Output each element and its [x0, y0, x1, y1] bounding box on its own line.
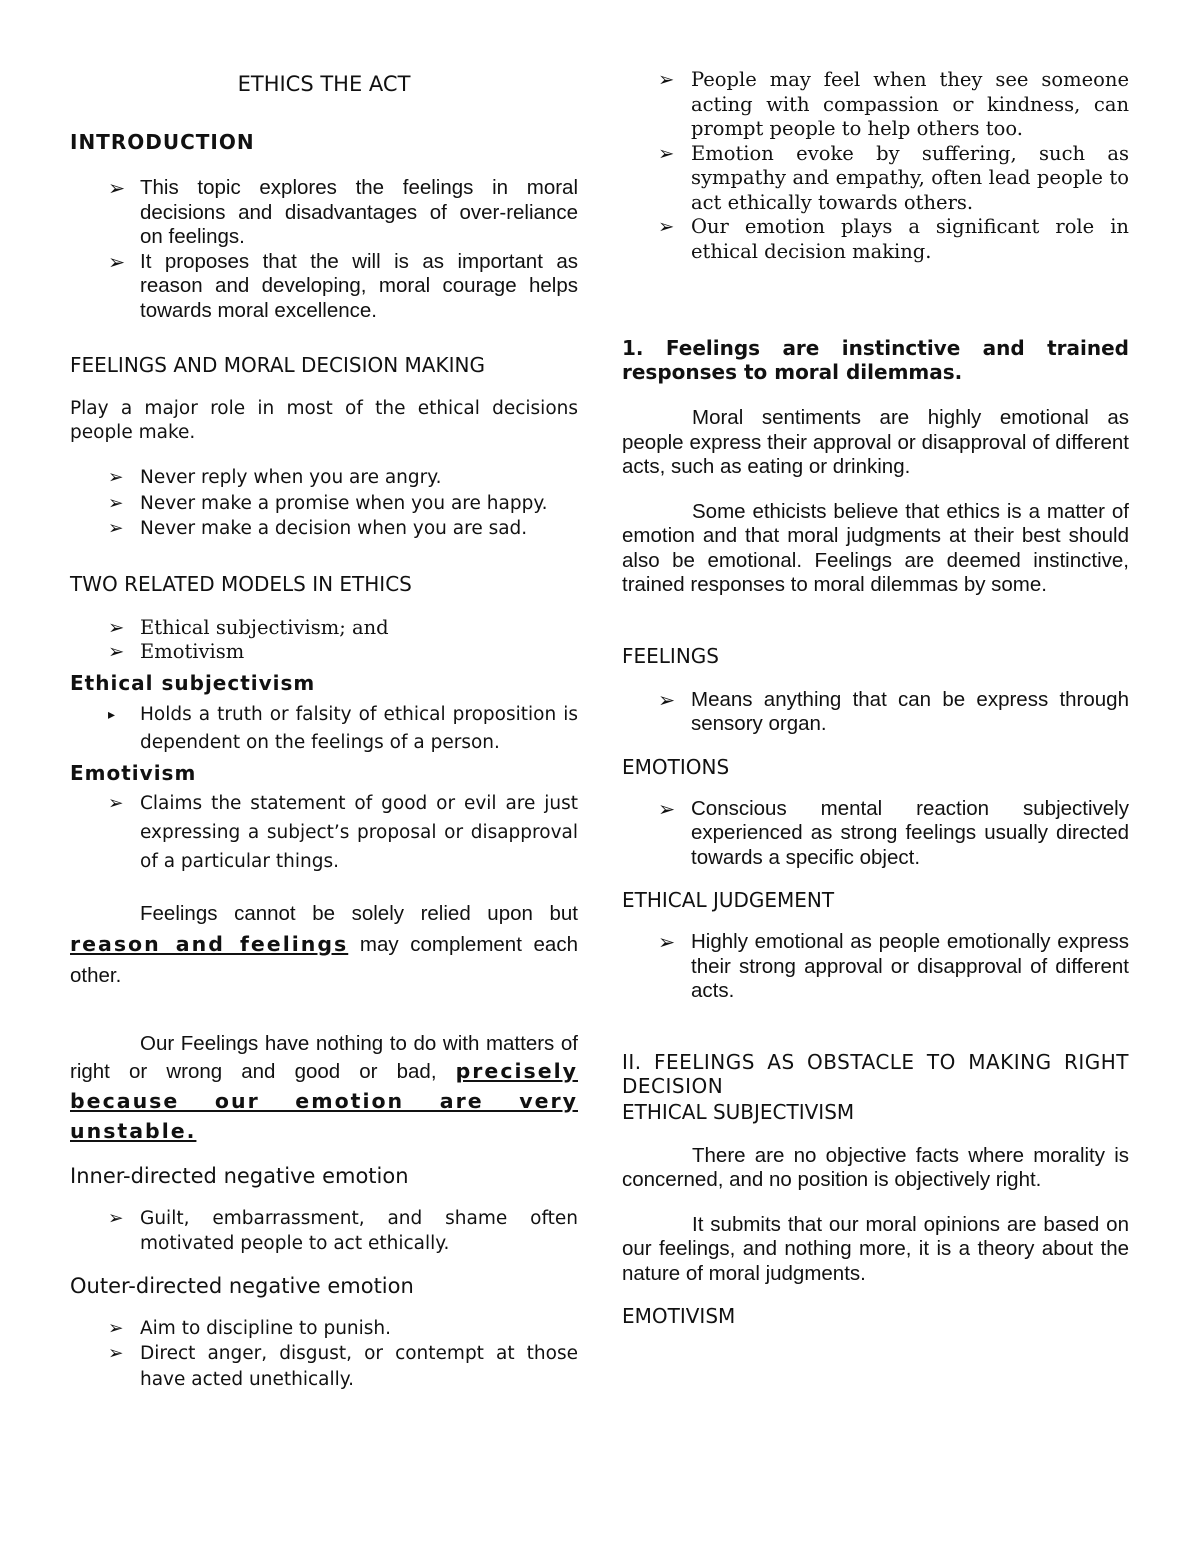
outer-directed-heading: Outer-directed negative emotion [70, 1273, 414, 1298]
list-item: ➢ Emotivism [108, 640, 245, 663]
feelings-unstable-paragraph: Our Feelings have nothing to do with matters of right or wrong and good or bad, precisely because our emotion are very unstable. [70, 1031, 578, 1143]
arrow-bullet-icon: ➢ [108, 249, 126, 274]
list-item: ▸ Holds a truth or falsity of ethical proposition is dependent on the feelings of a person. [70, 701, 578, 757]
arrow-bullet-icon: ➢ [108, 176, 126, 200]
list-item: ➢ Ethical subjectivism; and [108, 615, 389, 639]
ethical-subjectivism-right-heading: ETHICAL SUBJECTIVISM [622, 1099, 855, 1124]
arrow-bullet-icon: ➢ [108, 640, 125, 663]
ethical-judgement-heading: ETHICAL JUDGEMENT [622, 888, 835, 912]
list-item: ➢ Never make a promise when you are happy. [70, 491, 578, 517]
feelings-list [70, 465, 578, 542]
feelings-definition-list [622, 688, 1129, 737]
list-item: ➢ Direct anger, disgust, or contempt at those have acted unethically. [108, 1343, 578, 1390]
list-item: ➢ This topic explores the feelings in moral decisions and disadvantages of over-reliance on feelings. [108, 176, 578, 248]
list-item: ➢ Our emotion plays a significant role in ethical decision making. [658, 215, 1129, 263]
arrow-bullet-icon: ➢ [108, 518, 124, 539]
list-item: ➢ Highly emotional as people emotionally express their strong approval or disapproval of different acts. [658, 930, 1129, 1002]
list-item: ➢ Conscious mental reaction subjectively experienced as strong feelings usually directed towards a specific object. [658, 796, 1129, 869]
outer-directed-list [70, 1316, 578, 1393]
ethicists-paragraph: Some ethicists believe that ethics is a matter of emotion and that moral judgments at their best should also be emotional. Feelings are deemed instinctive, trained responses to moral dilemmas by some. [622, 499, 1129, 596]
emotions-heading: EMOTIONS [622, 754, 730, 779]
two-models-heading: TWO RELATED MODELS IN ETHICS [70, 571, 412, 596]
emotion-role-list [622, 68, 1129, 264]
section-one-heading: 1. Feelings are instinctive and trained responses to moral dilemmas. [622, 336, 1129, 384]
list-item: ➢ Guilt, embarrassment, and shame often motivated people to act ethically. [108, 1207, 578, 1254]
list-item: ➢ Aim to discipline to punish. [70, 1316, 578, 1342]
no-objective-facts-paragraph: There are no objective facts where morality is concerned, and no position is objectively right. [622, 1143, 1129, 1191]
emotions-definition-list [622, 797, 1129, 871]
list-item: ➢ Emotion evoke by suffering, such as sympathy and empathy, often lead people to act ethically towards others. [658, 141, 1129, 214]
feelings-complement-paragraph: Feelings cannot be solely relied upon but reason and feelings may complement each other. [70, 901, 578, 987]
feelings-decision-heading: FEELINGS AND MORAL DECISION MAKING [70, 353, 485, 377]
arrow-bullet-icon: ➢ [108, 467, 124, 488]
introduction-list [70, 176, 578, 323]
models-list [70, 616, 578, 665]
moral-opinions-paragraph: It submits that our moral opinions are based on our feelings, and nothing more, it is a theory about the nature of moral judgments. [622, 1212, 1129, 1285]
emotivism-heading: Emotivism [70, 760, 197, 785]
page-title: ETHICS THE ACT [237, 72, 411, 96]
subjectivism-list [70, 701, 578, 757]
arrow-bullet-icon: ➢ [658, 68, 675, 91]
moral-sentiments-paragraph: Moral sentiments are highly emotional as people express their approval or disapproval of different acts, such as eating or drinking. [622, 406, 1129, 478]
arrow-bullet-icon: ➢ [108, 792, 124, 814]
list-item: ➢ Never make a decision when you are sad. [70, 516, 578, 542]
feelings-lead-text: Play a major role in most of the ethical decisions people make. [70, 398, 578, 443]
arrow-bullet-icon: ➢ [658, 687, 676, 712]
arrow-bullet-icon: ➢ [108, 1317, 124, 1339]
arrow-bullet-icon: ➢ [658, 215, 675, 238]
arrow-bullet-icon: ➢ [658, 141, 675, 165]
arrow-bullet-icon: ➢ [658, 796, 676, 821]
list-item: ➢ People may feel when they see someone acting with compassion or kindness, can prompt people to help others too. [658, 68, 1129, 140]
list-item: ➢ Means anything that can be express through sensory organ. [658, 687, 1129, 735]
feelings-heading: FEELINGS [622, 643, 719, 668]
emotivism-right-heading: EMOTIVISM [622, 1304, 736, 1328]
ethical-subjectivism-heading: Ethical subjectivism [70, 670, 316, 695]
triangle-bullet-icon: ▸ [108, 706, 116, 723]
arrow-bullet-icon: ➢ [108, 1343, 124, 1364]
list-item: ➢ It proposes that the will is as important as reason and developing, moral courage helps towards moral excellence. [108, 249, 578, 322]
arrow-bullet-icon: ➢ [108, 615, 125, 639]
inner-directed-list [70, 1206, 578, 1256]
list-item: ➢ Claims the statement of good or evil are just expressing a subject’s proposal or disapproval of a particular things. [70, 789, 578, 876]
introduction-heading: INTRODUCTION [70, 130, 255, 154]
left-column [70, 68, 578, 1392]
right-column [622, 68, 1129, 1328]
arrow-bullet-icon: ➢ [108, 1207, 124, 1229]
inner-directed-heading: Inner-directed negative emotion [70, 1163, 409, 1188]
section-two-heading: II. FEELINGS AS OBSTACLE TO MAKING RIGHT DECISION [622, 1049, 1129, 1098]
emotivism-list [70, 789, 578, 876]
arrow-bullet-icon: ➢ [658, 930, 676, 954]
judgement-definition-list [622, 930, 1129, 1004]
list-item: ➢ Never reply when you are angry. [70, 465, 578, 491]
arrow-bullet-icon: ➢ [108, 492, 124, 514]
